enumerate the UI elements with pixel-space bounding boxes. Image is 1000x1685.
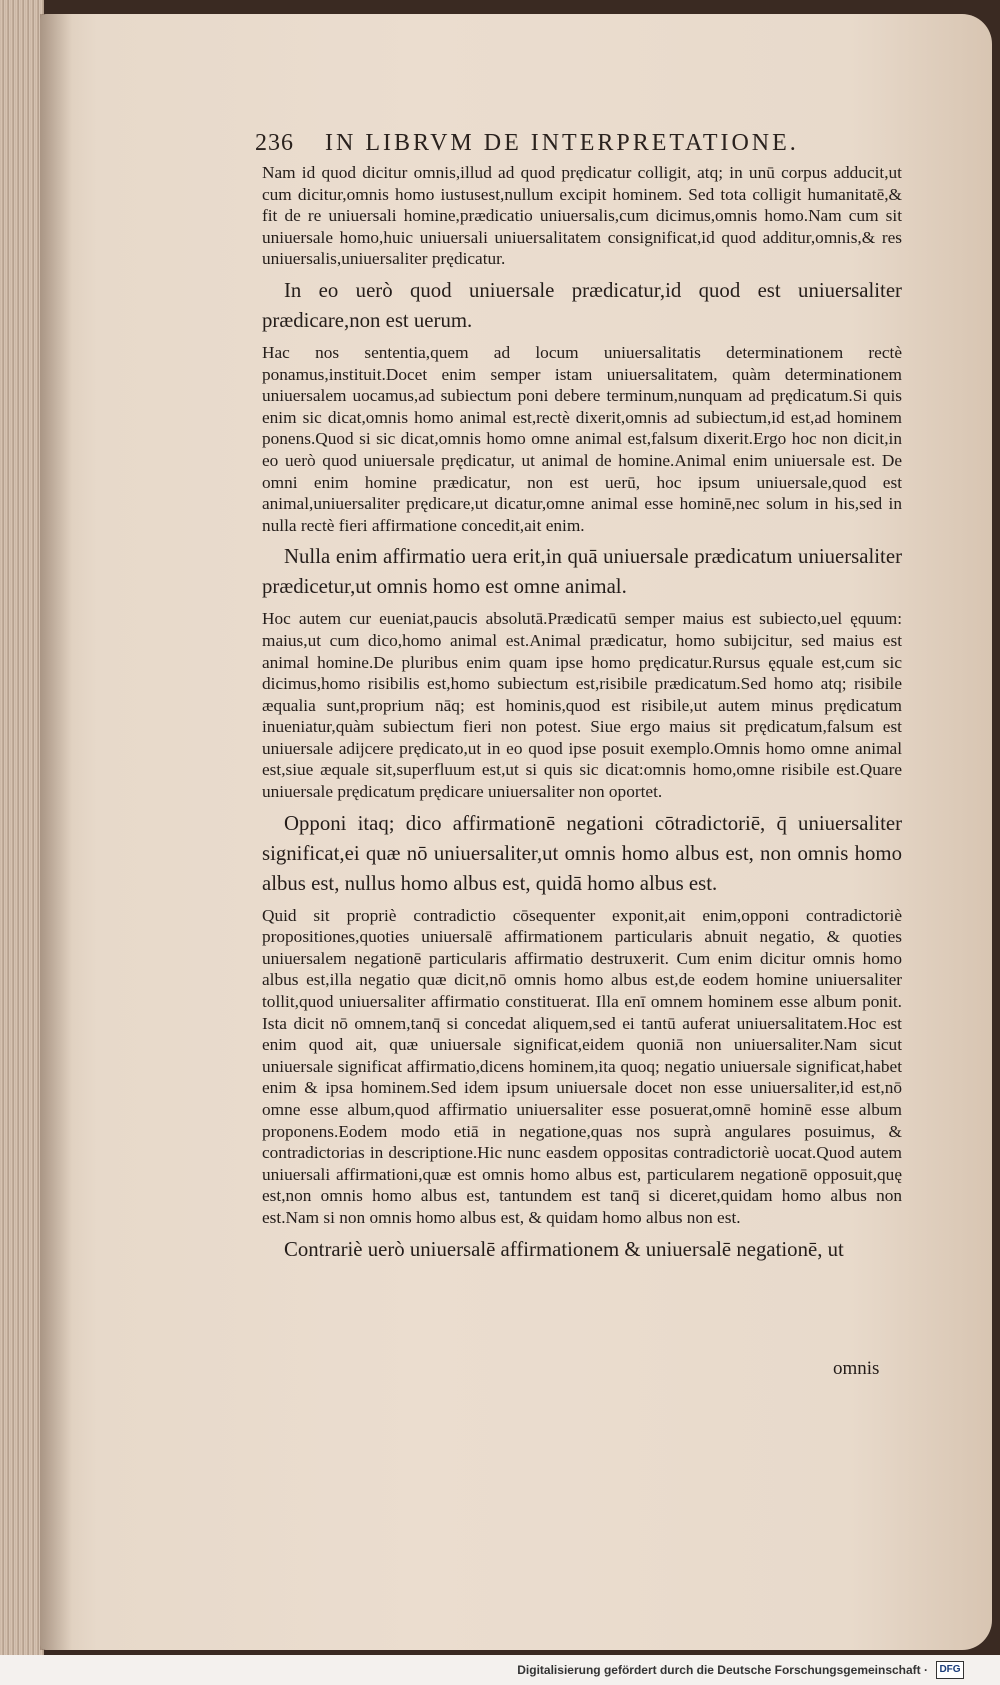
lemma-paragraph: In eo uerò quod uniuersale prædicatur,id quod est uniuersaliter prædicare,non est uerum.: [262, 278, 902, 332]
lemma-paragraph: Contrariè uerò uniuersalē affirmationem & uniuersalē negationē, ut: [284, 1237, 844, 1261]
book-page-edges: [0, 0, 44, 1655]
running-title: IN LIBRVM DE INTERPRETATIONE.: [325, 130, 799, 156]
text-body: [262, 162, 902, 1271]
footer-bar: [0, 1655, 1000, 1685]
page-number: 236: [255, 130, 294, 156]
catchword: omnis: [833, 1358, 880, 1379]
commentary-paragraph: Hoc autem cur eueniat,paucis absolutā.Prædicatū semper maius est subiecto,uel ęquum: maius,ut cum dico,homo animal est.Animal prædicatur, homo subijcitur, sed maius est animal homine.De pluribus enim quam ipse homo prędicatur.Rursus ęquale est,cum sic dicimus,homo risibilis est,homo subiectum est,risibile prædicatum.Sed homo atq; risibile æqualia sunt,proprium nāq; est hominis,quod est risibile,ut autem minus prędicatum inueniatur,quàm subiectum fieri non potest. Siue ergo maius sit prędicatum,falsum est uniuersale adijcere prędicato,ut in eo quod ipse posuit exemplo.Omnis homo omne animal est,siue æquale sit,superfluum est,ut si quis sic dicat:omnis homo,omne risibile est.Quare uniuersale prędicatum prędicare uniuersaliter non oportet.: [262, 609, 902, 802]
lemma-paragraph: Nulla enim affirmatio uera erit,in quā uniuersale prædicatum uniuersaliter prædicetur,ut omnis homo est omne animal.: [262, 545, 902, 599]
lemma-paragraph: Opponi itaq; dico affirmationē negationi cōtradictoriē, q̄ uniuersaliter significat,ei quæ nō uniuersaliter,ut omnis homo albus est, non omnis homo albus est, nullus homo albus est, quidā homo albus est.: [262, 811, 902, 895]
funding-credit: Digitalisierung gefördert durch die Deutsche Forschungsgemeinschaft ·: [517, 1663, 928, 1677]
commentary-paragraph: Hac nos sententia,quem ad locum uniuersalitatis determinationem rectè ponamus,instituit.Docet enim semper istam uniuersalitatem, quàm determinationem uniuersalem uocamus,ad subiectum poni debere terminum,nunquam ad prędicatum.Si quis enim sic dicat,omnis homo animal est,rectè dixerit,omnis ad subiectum,id est,ad hominem ponens.Quod si sic dicat,omnis homo omne animal est,falsum dixerit.Ergo hoc non dicit,in eo uerò quod uniuersale prędicatur, ut animal de homine.Animal enim uniuersale est. De omni enim homine prædicatur, non est uerū, hoc ipsum uniuersale,quod est animal,uniuersaliter prędicare,ut dicatur,omne animal esse hominē,nec solum in his,sed in nulla rectè fieri affirmatione concedit,ait enim.: [262, 342, 902, 535]
commentary-paragraph: Quid sit propriè contradictio cōsequenter exponit,ait enim,opponi contradictoriè propositiones,quoties uniuersalē affirmationem particularis abnuit negatio, & quoties uniuersalem negationē particularis affirmatio destruxerit. Cum enim dicitur omnis homo albus est,illa negatio quæ dicit,nō omnis homo albus est,de eodem homine uniuersaliter tollit,quod uniuersaliter affirmatio constituerat. Illa enī omnem hominem esse album ponit. Ista dicit nō omnem,tanq̄ si concedat aliquem,sed ei tantū auferat uniuersalitatem.Hoc est enim quod ait, quæ uniuersale significat,eidem quoniā non uniuersaliter.Nam sicut uniuersale significat affirmatio,dicens hominem,ita quoq; negatio uniuersale significat,habet enim & ipsa hominem.Sed idem ipsum uniuersale docet non esse uniuersaliter,id est,nō omne esse album,quod affirmatio uniuersaliter esse posuerat,omnē hominē esse album proponens.Eodem modo etiā in negatione,quas nos suprà angulares posuimus, & contradictorias in descriptione.Hic nunc easdem oppositas contradictoriè uocat.Quod autem uniuersali affirmationi,quæ est omnis homo albus est, particularem negationē opposuit,quę est,non omnis homo albus est, tantundem est tanq̄ si diceret,quidam homo albus non est.Nam si non omnis homo albus est, & quidam homo albus non est.: [262, 905, 902, 1227]
dfg-logo: DFG: [936, 1661, 964, 1679]
commentary-paragraph: Nam id quod dicitur omnis,illud ad quod prędicatur colligit, atq; in unū corpus adducit,ut cum dicitur,omnis homo iustusest,nullum excipit hominem. Sed tota colligit humanitatē,& fit de re uniuersali homine,prædicatio uniuersalis,cum dicimus,omnis homo.Nam cum sit uniuersale homo,huic uniuersali uniuersalitatem consignificat,id quod additur,omnis,& res uniuersalis,uniuersaliter prędicatur.: [262, 163, 902, 269]
page-gutter-shadow: [40, 14, 72, 1650]
running-header: [255, 130, 895, 157]
